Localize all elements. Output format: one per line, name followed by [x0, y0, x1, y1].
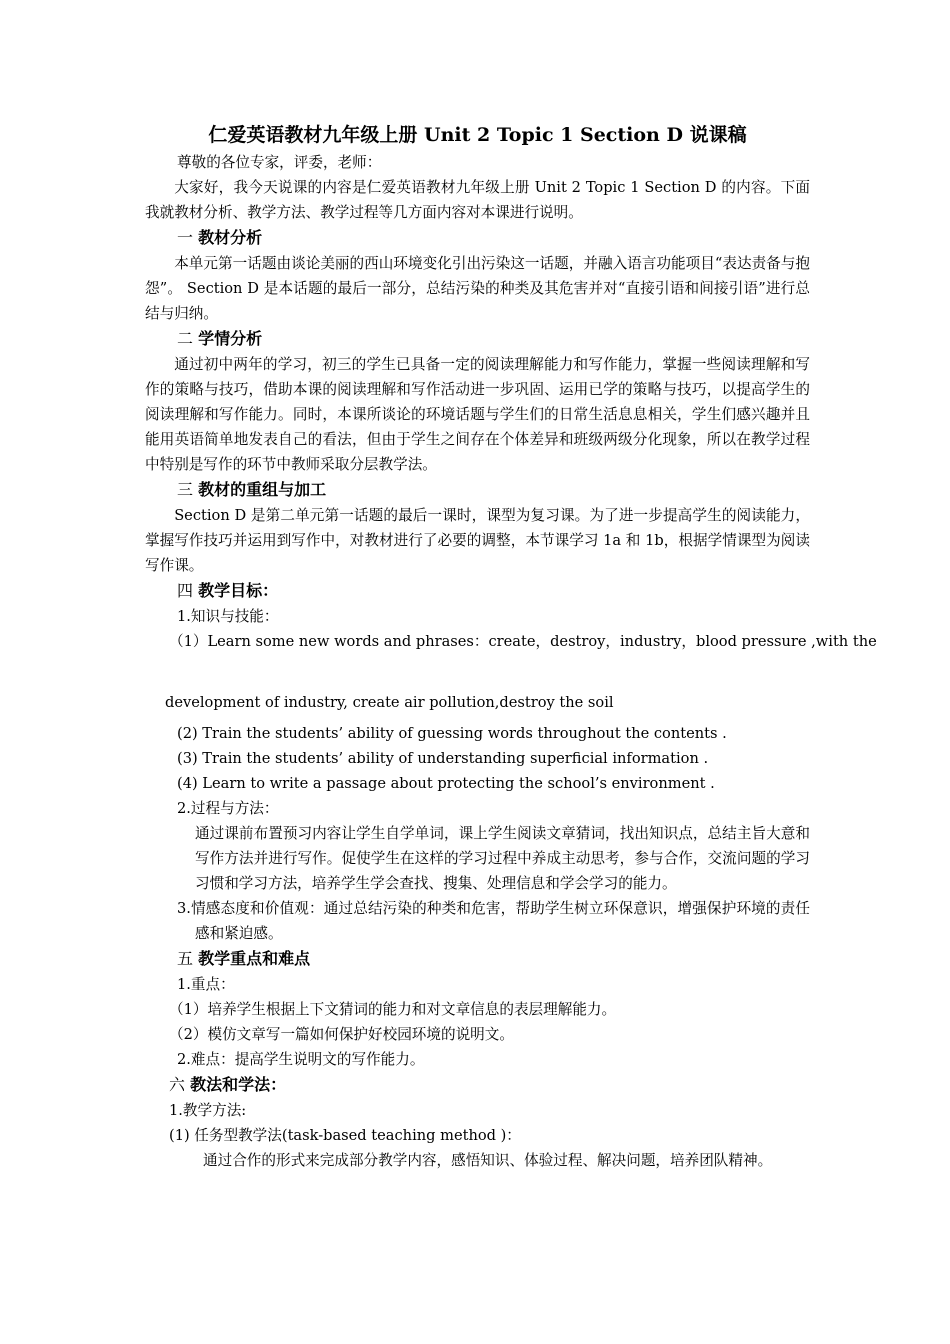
method-item-1: (1) 任务型教学法(task-based teaching method )：: [169, 1127, 521, 1144]
section-2-text: 通过初中两年的学习，初三的学生已具备一定的阅读理解能力和写作能力，掌握一些阅读理解和写作的策略与技巧，借助本课的阅读理解和写作活动进一步巩固、运用已学的策略与技巧，以提高学生的阅读理解和写作能力。同时，本课所谈论的环境话题与学生们的日常生活息息相关，学生们感兴趣并且能用英语简单地发表自己的看法，但由于学生之间存在个体差异和班级两级分化现象，所以在教学过程中特别是写作的环节中教师采取分层教学法。: [145, 356, 810, 473]
intro-paragraph: 大家好，我今天说课的内容是仁爱英语教材九年级上册 Unit 2 Topic 1 Section D 的内容。下面我就教材分析、教学方法、教学过程等几方面内容对本课进行说明。: [145, 179, 810, 221]
knowledge-item-1-continued: development of industry, create air pollution,destroy the soil: [165, 694, 614, 711]
page-title: 仁爱英语教材九年级上册 Unit 2 Topic 1 Section D 说课稿: [208, 124, 747, 146]
knowledge-item-4: (4) Learn to write a passage about protecting the school’s environment .: [177, 775, 715, 792]
knowledge-item-1: （1）Learn some new words and phrases：create，destroy，industry，blood pressure ,with the: [169, 633, 877, 650]
key-point-1: （1）培养学生根据上下文猜词的能力和对文章信息的表层理解能力。: [169, 1001, 617, 1018]
method-label: 1.教学方法:: [169, 1102, 247, 1119]
knowledge-label: 1.知识与技能：: [177, 608, 279, 625]
process-text: 通过课前布置预习内容让学生自学单词，课上学生阅读文章猜词，找出知识点，总结主旨大意和写作方法并进行写作。促使学生在这样的学习过程中养成主动思考，参与合作，交流问题的学习习惯和学习方法，培养学生学会查找、搜集、处理信息和学会学习的能力。: [195, 825, 810, 892]
document-body: [145, 120, 877, 1173]
section-heading-3: 三 教材的重组与加工: [177, 480, 327, 499]
section-heading-2: 二 学情分析: [177, 329, 263, 348]
key-point-label: 1.重点：: [177, 976, 235, 993]
emotion-text: 3.情感态度和价值观：通过总结污染的种类和危害，帮助学生树立环保意识，增强保护环境的责任感和紧迫感。: [177, 900, 810, 942]
process-label: 2.过程与方法：: [177, 800, 279, 817]
section-heading-1: 一 教材分析: [177, 228, 263, 247]
difficulty-text: 2.难点：提高学生说明文的写作能力。: [177, 1051, 425, 1068]
section-heading-6: 六 教法和学法：: [169, 1075, 287, 1094]
section-1-text: 本单元第一话题由谈论美丽的西山环境变化引出污染这一话题，并融入语言功能项目“表达责备与抱怨”。 Section D 是本话题的最后一部分，总结污染的种类及其危害并对“直接引语和间接引语”进行总结与归纳。: [145, 255, 810, 322]
knowledge-item-3: (3) Train the students’ ability of understanding superficial information .: [177, 750, 709, 767]
section-heading-4: 四 教学目标：: [177, 581, 279, 600]
greeting: 尊敬的各位专家，评委，老师：: [177, 154, 382, 171]
key-point-2: （2）模仿文章写一篇如何保护好校园环境的说明文。: [169, 1026, 514, 1043]
section-heading-5: 五 教学重点和难点: [177, 949, 311, 968]
method-item-1-text: 通过合作的形式来完成部分教学内容，感悟知识、体验过程、解决问题，培养团队精神。: [203, 1152, 773, 1169]
section-3-text: Section D 是第二单元第一话题的最后一课时，课型为复习课。为了进一步提高学生的阅读能力，掌握写作技巧并运用到写作中，对教材进行了必要的调整，本节课学习 1a 和 1b，根据学情课型为阅读写作课。: [145, 507, 810, 574]
knowledge-item-2: (2) Train the students’ ability of guessing words throughout the contents .: [177, 725, 727, 742]
